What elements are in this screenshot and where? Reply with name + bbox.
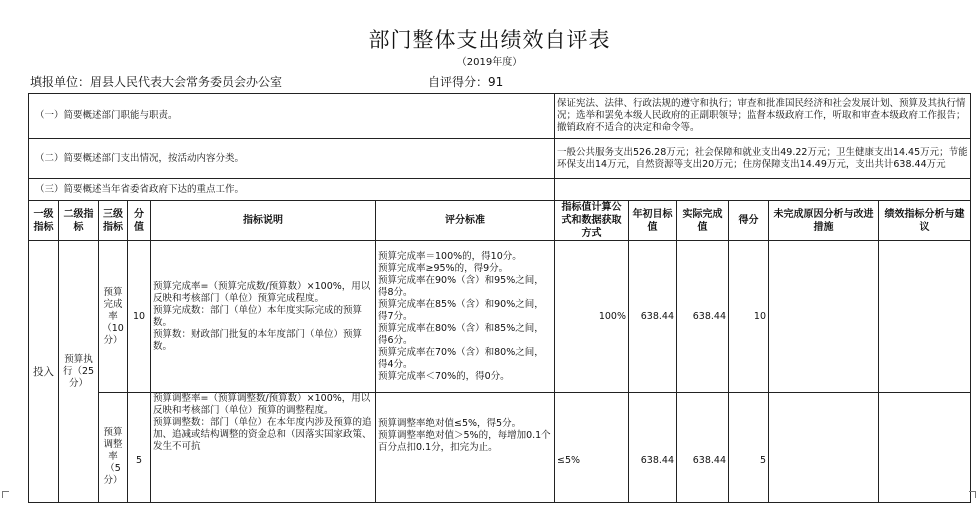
formula-cell: 100% <box>555 241 629 393</box>
reporting-unit: 填报单位：眉县人民代表大会常务委员会办公室 <box>30 75 283 89</box>
page-corner-mark-left <box>2 491 9 498</box>
header-reason: 未完成原因分析与改进措施 <box>769 201 879 241</box>
page-title: 部门整体支出绩效自评表 <box>368 28 611 52</box>
level3-cell: 预算调整率（5分） <box>99 393 128 503</box>
header-standard: 评分标准 <box>376 201 555 241</box>
page-corner-mark-right <box>969 491 976 498</box>
score-cell: 10 <box>729 241 769 393</box>
report-year: （2019年度） <box>456 57 523 68</box>
section-content: 保证宪法、法律、行政法规的遵守和执行；审查和批准国民经济和社会发展计划、预算及其执行情况；选举和罢免本级人民政府的正副职领导；监督本级政府工作，听取和审查本级政府工作报告；撤销政府不适合的决定和命令等。 <box>555 94 971 139</box>
analysis-cell <box>879 241 971 393</box>
section-row-functions <box>29 94 971 139</box>
table-row <box>29 241 971 393</box>
value-cell: 5 <box>128 393 151 503</box>
actual-cell: 638.44 <box>677 393 729 503</box>
level3-cell: 预算完成率（10分） <box>99 241 128 393</box>
header-analysis: 绩效指标分析与建议 <box>879 201 971 241</box>
header-level1: 一级指标 <box>29 201 59 241</box>
section-label: （二）简要概述部门支出情况，按活动内容分类。 <box>29 139 555 179</box>
evaluation-table <box>28 93 971 503</box>
header-formula: 指标值计算公式和数据获取方式 <box>555 201 629 241</box>
section-label: （三）简要概述当年省委省政府下达的重点工作。 <box>29 179 555 201</box>
value-cell: 10 <box>128 241 151 393</box>
header-score: 得分 <box>729 201 769 241</box>
header-level2: 二级指标 <box>59 201 99 241</box>
header-actual: 实际完成值 <box>677 201 729 241</box>
section-label: （一）简要概述部门职能与职责。 <box>29 94 555 139</box>
header-target: 年初目标值 <box>629 201 677 241</box>
reason-cell <box>769 241 879 393</box>
target-cell: 638.44 <box>629 241 677 393</box>
section-content: 一般公共服务支出526.28万元；社会保障和就业支出49.22万元；卫生健康支出14.45万元；节能环保支出14万元，自然资源等支出20万元；住房保障支出14.49万元，支出共计638.44万元 <box>555 139 971 179</box>
level1-cell: 投入 <box>29 241 59 503</box>
target-cell: 638.44 <box>629 393 677 503</box>
section-row-spending <box>29 139 971 179</box>
header-level3: 三级指标 <box>99 201 128 241</box>
analysis-cell <box>879 393 971 503</box>
description-cell: 预算调整率=（预算调整数/预算数）×100%，用以反映和考核部门（单位）预算的调整程度。 预算调整数：部门（单位）在本年度内涉及预算的追加、追减或结构调整的资金总和（因落实国家政策、发生不可抗 <box>151 393 376 503</box>
actual-cell: 638.44 <box>677 241 729 393</box>
section-row-key-work <box>29 179 971 201</box>
table-row <box>29 393 971 503</box>
standard-cell: 预算调整率绝对值≤5%，得5分。 预算调整率绝对值＞5%的，每增加0.1个百分点扣0.1分，扣完为止。 <box>376 393 555 503</box>
formula-cell: ≤5% <box>555 393 629 503</box>
header-row <box>29 201 971 241</box>
self-evaluation-score: 自评得分：91 <box>428 75 504 89</box>
section-content <box>555 179 971 201</box>
description-cell: 预算完成率=（预算完成数/预算数）×100%，用以反映和考核部门（单位）预算完成程度。 预算完成数：部门（单位）本年度实际完成的预算数。 预算数：财政部门批复的本年度部门（单位）预算数。 <box>151 241 376 393</box>
header-value: 分值 <box>128 201 151 241</box>
standard-cell: 预算完成率＝100%的，得10分。 预算完成率≥95%的，得9分。 预算完成率在90%（含）和95%之间，得8分。 预算完成率在85%（含）和90%之间，得7分。 预算完成率在80%（含）和85%之间，得6分。 预算完成率在70%（含）和80%之间，得4分。 预算完成率＜70%的，得0分。 <box>376 241 555 393</box>
reason-cell <box>769 393 879 503</box>
score-cell: 5 <box>729 393 769 503</box>
header-description: 指标说明 <box>151 201 376 241</box>
level2-cell: 预算执行（25分） <box>59 241 99 503</box>
